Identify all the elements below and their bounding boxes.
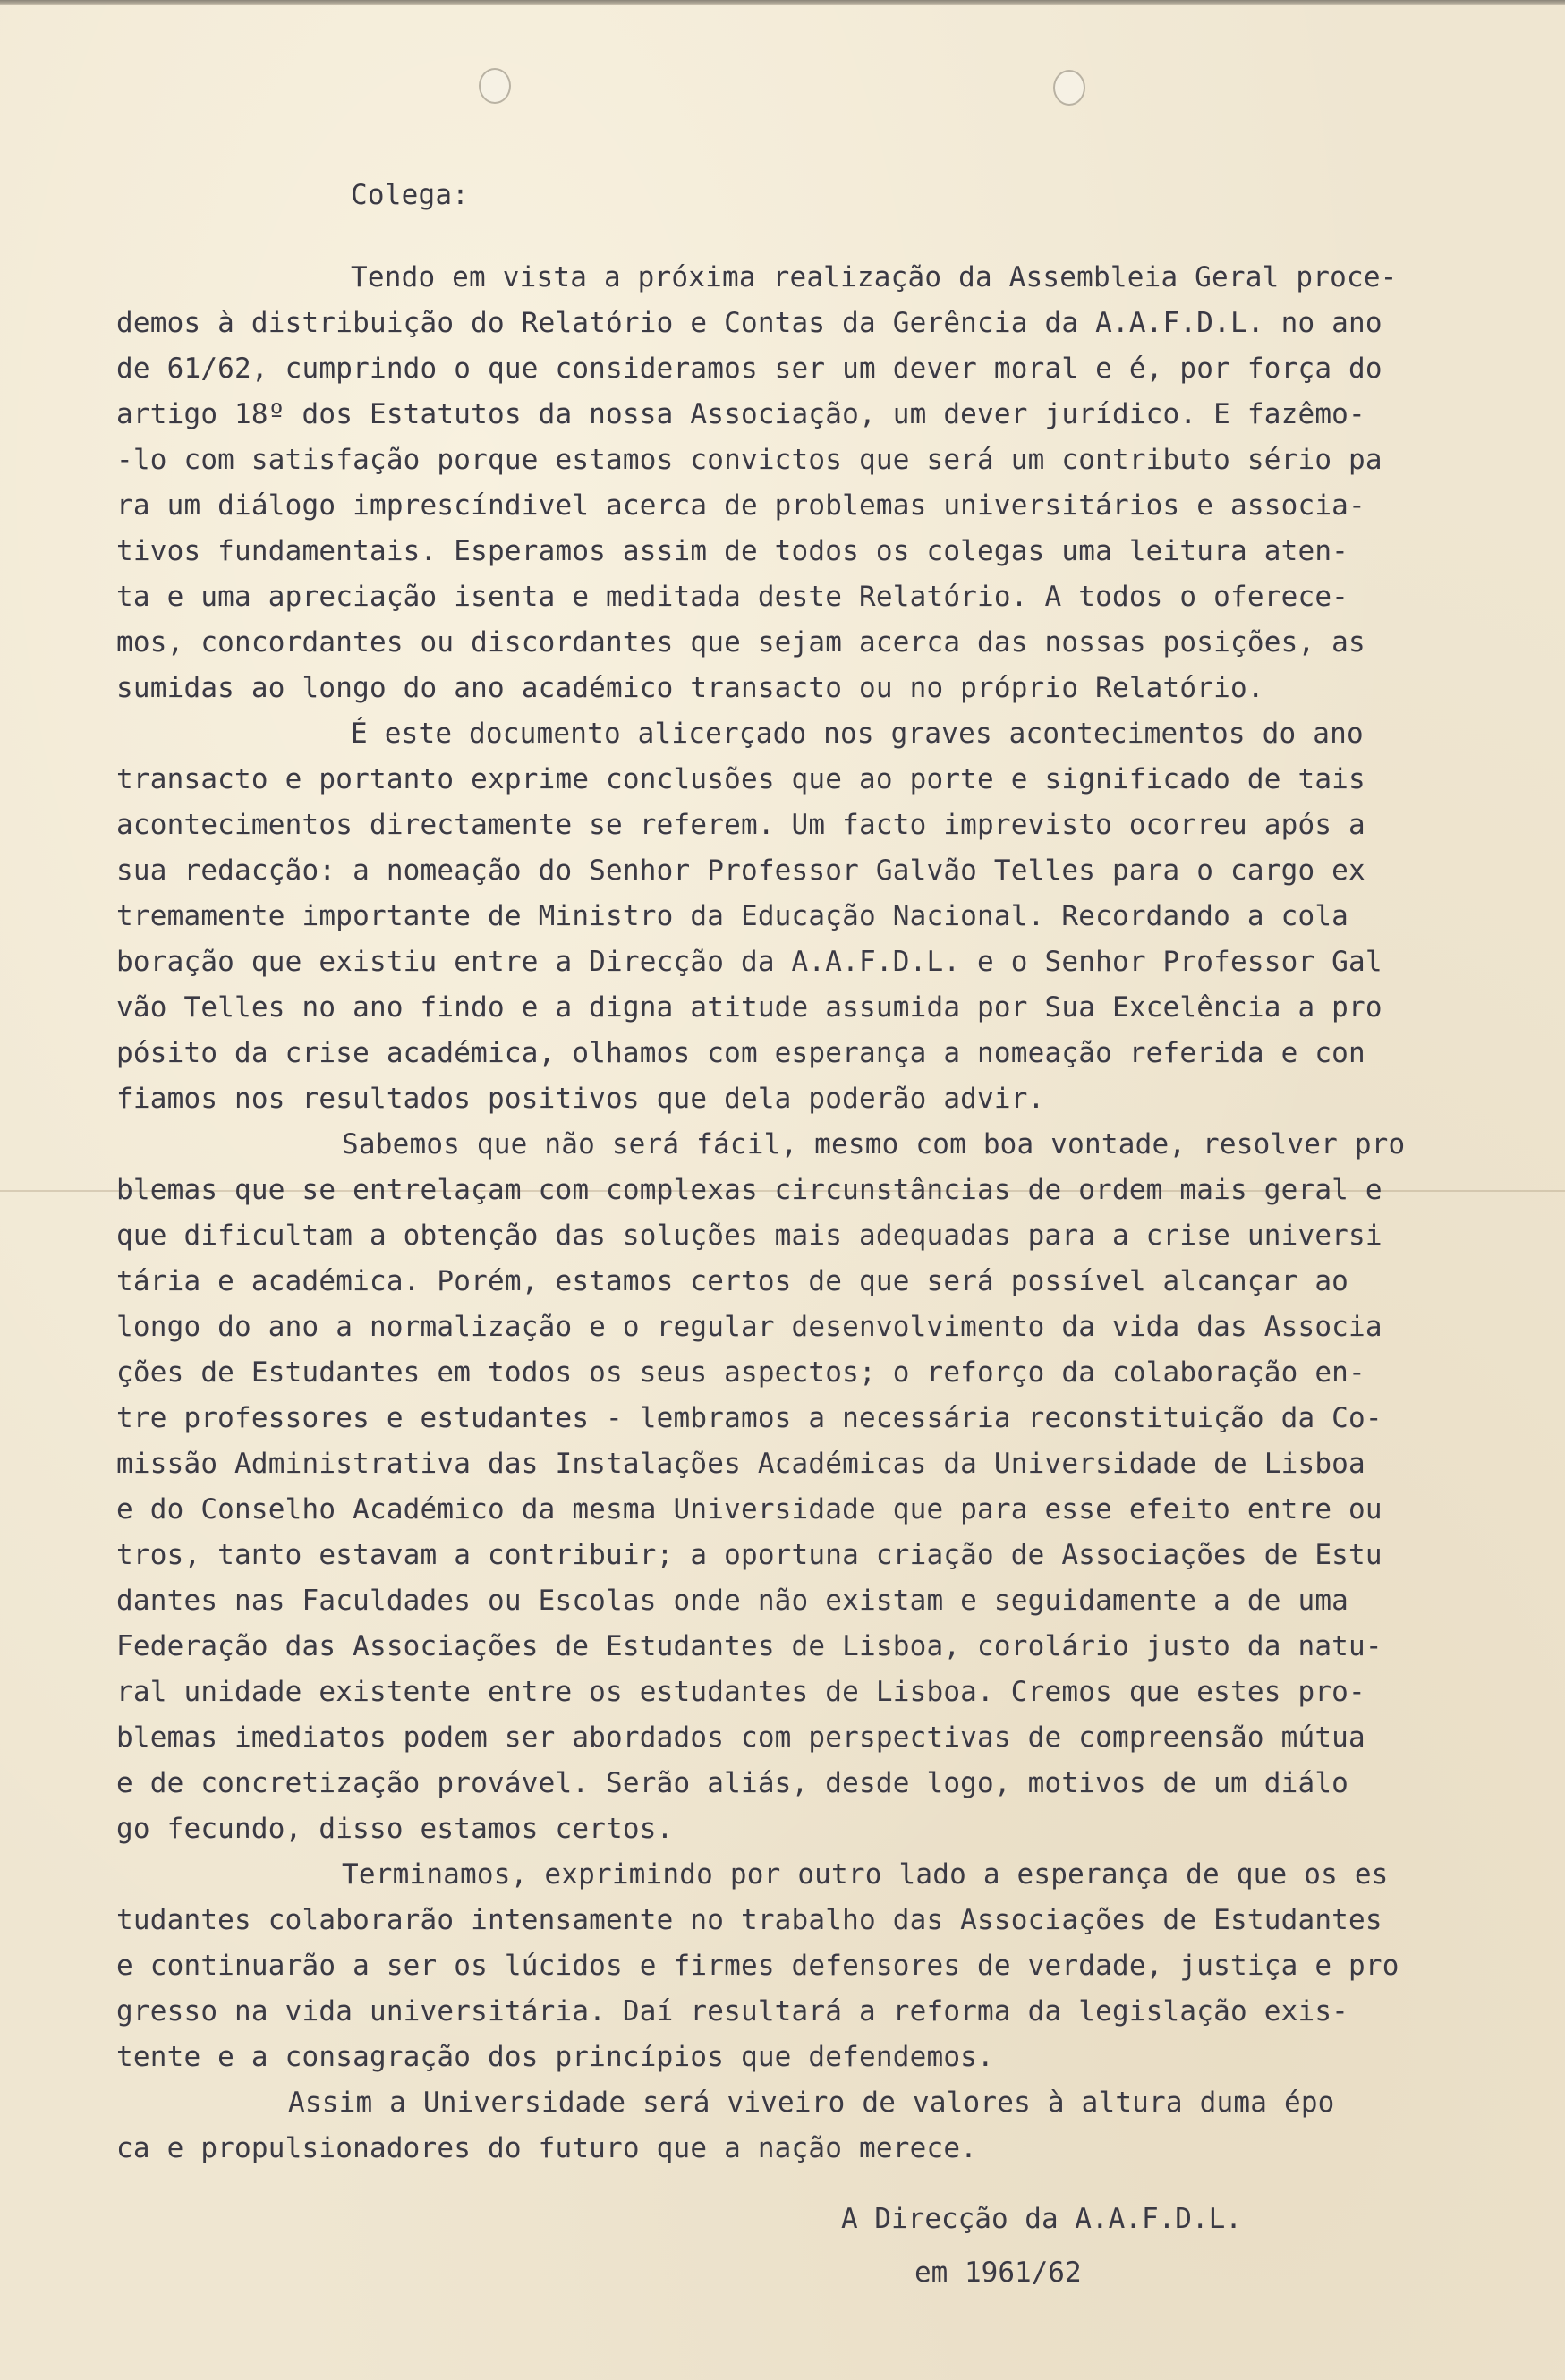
text-line: que dificultam a obtenção das soluções mais adequadas para a crise universi xyxy=(116,1220,1382,1252)
greeting: Colega: xyxy=(351,179,470,211)
text-line: de 61/62, cumprindo o que consideramos ser um dever moral e é, por força do xyxy=(116,353,1382,385)
text-line: go fecundo, disso estamos certos. xyxy=(116,1813,674,1845)
text-line: tente e a consagração dos princípios que defendemos. xyxy=(116,2041,994,2073)
text-line: É este documento alicerçado nos graves acontecimentos do ano xyxy=(351,718,1364,750)
text-line: boração que existiu entre a Direcção da A.A.F.D.L. e o Senhor Professor Gal xyxy=(116,946,1382,978)
punch-hole-left xyxy=(479,68,511,104)
text-line: sua redacção: a nomeação do Senhor Professor Galvão Telles para o cargo ex xyxy=(116,854,1365,887)
text-line: dantes nas Faculdades ou Escolas onde não existam e seguidamente a de uma xyxy=(116,1585,1349,1617)
text-line: ra um diálogo imprescíndivel acerca de problemas universitários e associa- xyxy=(116,489,1365,522)
text-line: vão Telles no ano findo e a digna atitude assumida por Sua Excelência a pro xyxy=(116,991,1382,1024)
text-line: Terminamos, exprimindo por outro lado a esperança de que os es xyxy=(342,1858,1389,1891)
date: em 1961/62 xyxy=(914,2257,1082,2289)
signature: A Direcção da A.A.F.D.L. xyxy=(841,2203,1242,2235)
text-line: tre professores e estudantes - lembramos a necessária reconstituição da Co- xyxy=(116,1402,1382,1434)
text-line: tivos fundamentais. Esperamos assim de todos os colegas uma leitura aten- xyxy=(116,535,1349,567)
punch-hole-right xyxy=(1053,70,1085,106)
text-line: pósito da crise académica, olhamos com esperança a nomeação referida e con xyxy=(116,1037,1365,1069)
text-line: ral unidade existente entre os estudantes de Lisboa. Cremos que estes pro- xyxy=(116,1676,1365,1708)
text-line: tudantes colaborarão intensamente no trabalho das Associações de Estudantes xyxy=(116,1904,1382,1936)
text-line: mos, concordantes ou discordantes que sejam acerca das nossas posições, as xyxy=(116,626,1365,659)
text-line: tros, tanto estavam a contribuir; a oportuna criação de Associações de Estu xyxy=(116,1539,1382,1571)
text-line: longo do ano a normalização e o regular desenvolvimento da vida das Associa xyxy=(116,1311,1382,1343)
text-line: e do Conselho Académico da mesma Universidade que para esse efeito entre ou xyxy=(116,1493,1382,1526)
text-line: acontecimentos directamente se referem. Um facto imprevisto ocorreu após a xyxy=(116,809,1365,841)
text-line: Tendo em vista a próxima realização da Assembleia Geral proce- xyxy=(351,261,1398,293)
text-line: gresso na vida universitária. Daí resultará a reforma da legislação exis- xyxy=(116,1995,1349,2027)
text-line: transacto e portanto exprime conclusões que ao porte e significado de tais xyxy=(116,763,1365,795)
text-line: ca e propulsionadores do futuro que a nação merece. xyxy=(116,2132,978,2164)
text-line: e continuarão a ser os lúcidos e firmes defensores de verdade, justiça e pro xyxy=(116,1950,1399,1982)
text-line: blemas que se entrelaçam com complexas circunstâncias de ordem mais geral e xyxy=(116,1174,1382,1206)
text-line: e de concretização provável. Serão aliás, desde logo, motivos de um diálo xyxy=(116,1767,1349,1799)
text-line: sumidas ao longo do ano académico transacto ou no próprio Relatório. xyxy=(116,672,1264,704)
text-line: Assim a Universidade será viveiro de valores à altura duma épo xyxy=(288,2087,1335,2119)
text-line: demos à distribuição do Relatório e Contas da Gerência da A.A.F.D.L. no ano xyxy=(116,307,1382,339)
text-line: missão Administrativa das Instalações Académicas da Universidade de Lisboa xyxy=(116,1448,1365,1480)
text-line: -lo com satisfação porque estamos convictos que será um contributo sério pa xyxy=(116,444,1382,476)
page-top-edge xyxy=(0,0,1565,5)
text-line: blemas imediatos podem ser abordados com perspectivas de compreensão mútua xyxy=(116,1721,1365,1754)
text-line: fiamos nos resultados positivos que dela poderão advir. xyxy=(116,1083,1045,1115)
text-line: Sabemos que não será fácil, mesmo com boa vontade, resolver pro xyxy=(342,1128,1406,1160)
text-line: tária e académica. Porém, estamos certos de que será possível alcançar ao xyxy=(116,1265,1349,1297)
text-line: Federação das Associações de Estudantes de Lisboa, corolário justo da natu- xyxy=(116,1630,1382,1662)
text-line: ta e uma apreciação isenta e meditada deste Relatório. A todos o oferece- xyxy=(116,581,1349,613)
text-line: tremamente importante de Ministro da Educação Nacional. Recordando a cola xyxy=(116,900,1349,932)
text-line: ções de Estudantes em todos os seus aspectos; o reforço da colaboração en- xyxy=(116,1356,1365,1389)
text-line: artigo 18º dos Estatutos da nossa Associação, um dever jurídico. E fazêmo- xyxy=(116,398,1365,430)
